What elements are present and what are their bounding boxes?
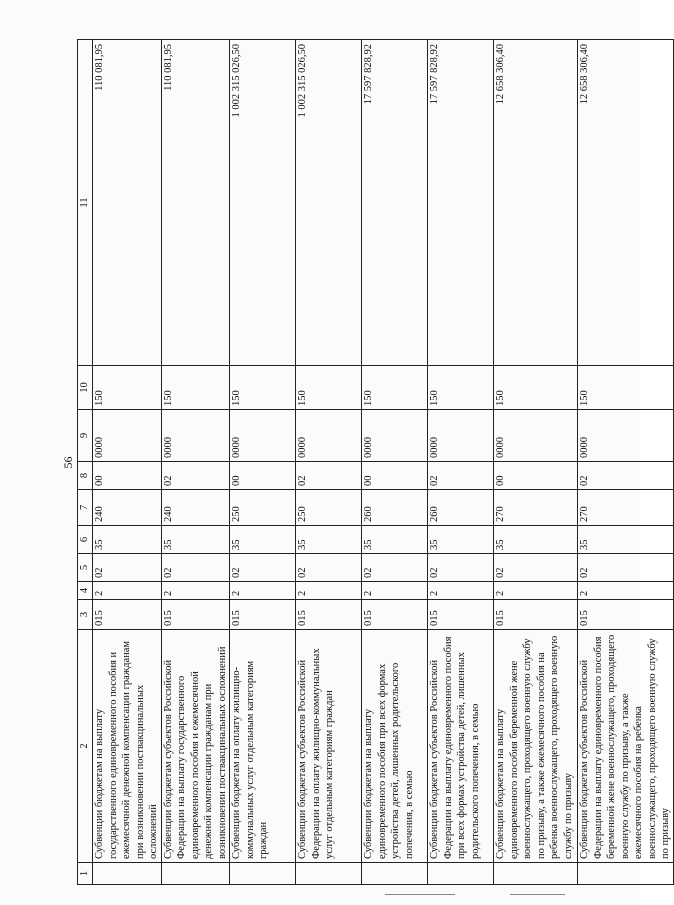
- amount-cell: 17 597 828,92: [362, 40, 428, 366]
- row-number-cell: [230, 863, 296, 885]
- code-cell: 35: [93, 526, 162, 554]
- code-cell: 2: [230, 582, 296, 600]
- code-cell: 270: [578, 490, 674, 526]
- code-cell: 02: [161, 462, 230, 490]
- row-number-cell: [296, 863, 362, 885]
- row-number-cell: [161, 863, 230, 885]
- code-cell: 0000: [296, 410, 362, 462]
- code-cell: 240: [161, 490, 230, 526]
- budget-table: [77, 39, 674, 885]
- description-cell: Субвенции бюджетам на оплату жилищно-коммунальных услуг отдельным категориям граждан: [230, 630, 296, 863]
- column-header: 11: [78, 40, 93, 366]
- code-cell: 02: [296, 462, 362, 490]
- code-cell: 02: [494, 554, 578, 582]
- code-cell: 015: [494, 600, 578, 630]
- code-cell: 0000: [161, 410, 230, 462]
- code-cell: 015: [230, 600, 296, 630]
- code-cell: 02: [296, 554, 362, 582]
- code-cell: 02: [161, 554, 230, 582]
- code-cell: 02: [362, 554, 428, 582]
- row-number-cell: [428, 863, 494, 885]
- table-row: [161, 40, 230, 885]
- code-cell: 00: [362, 462, 428, 490]
- header-row: [78, 40, 93, 885]
- code-cell: 260: [362, 490, 428, 526]
- rotated-content: [60, 40, 671, 885]
- code-cell: 270: [494, 490, 578, 526]
- code-cell: 02: [428, 462, 494, 490]
- code-cell: 2: [428, 582, 494, 600]
- description-cell: Субвенции бюджетам на выплату единовременного пособия беременной жене военнослужащего, проходящего военную службу по призыву, а также ежемесячного пособия на ребенка военнослужащего, проходящего военную службу по призыву: [494, 630, 578, 863]
- row-number-cell: [578, 863, 674, 885]
- table-row: [494, 40, 578, 885]
- code-cell: 02: [428, 554, 494, 582]
- code-cell: 0000: [230, 410, 296, 462]
- code-cell: 2: [161, 582, 230, 600]
- code-cell: 0000: [578, 410, 674, 462]
- table-row: [93, 40, 162, 885]
- code-cell: 015: [428, 600, 494, 630]
- description-cell: Субвенции бюджетам на выплату единовременного пособия при всех формах устройства детей, лишенных родительского попечения, в семью: [362, 630, 428, 863]
- table-row: [296, 40, 362, 885]
- description-cell: Субвенции бюджетам субъектов Российской Федерации на оплату жилищно-коммунальных услуг отдельным категориям граждан: [296, 630, 362, 863]
- code-cell: 150: [230, 366, 296, 410]
- code-cell: 0000: [93, 410, 162, 462]
- code-cell: 150: [362, 366, 428, 410]
- amount-cell: 1 002 315 026,50: [296, 40, 362, 366]
- code-cell: 35: [428, 526, 494, 554]
- code-cell: 015: [362, 600, 428, 630]
- column-header: 7: [78, 490, 93, 526]
- scan-mark-line: [510, 894, 565, 895]
- column-header: 1: [78, 863, 93, 885]
- code-cell: 35: [296, 526, 362, 554]
- column-header: 5: [78, 554, 93, 582]
- amount-cell: 1 002 315 026,50: [230, 40, 296, 366]
- description-cell: Субвенции бюджетам субъектов Российской Федерации на выплату государственного единовременного пособия и ежемесячной денежной компенсации гражданам при возникновении поствакцинальных осложнений: [161, 630, 230, 863]
- code-cell: 35: [161, 526, 230, 554]
- column-header: 4: [78, 582, 93, 600]
- table-row: [362, 40, 428, 885]
- table-row: [428, 40, 494, 885]
- description-cell: Субвенции бюджетам субъектов Российской Федерации на выплату единовременного пособия беременной жене военнослужащего, проходящего военную службу по призыву, а также ежемесячного пособия на ребенка военнослужащего, проходящего военную службу по призыву: [578, 630, 674, 863]
- code-cell: 150: [494, 366, 578, 410]
- code-cell: 35: [494, 526, 578, 554]
- column-header: 8: [78, 462, 93, 490]
- code-cell: 02: [230, 554, 296, 582]
- code-cell: 2: [578, 582, 674, 600]
- column-header: 6: [78, 526, 93, 554]
- code-cell: 150: [296, 366, 362, 410]
- code-cell: 2: [296, 582, 362, 600]
- column-header: 9: [78, 410, 93, 462]
- code-cell: 015: [578, 600, 674, 630]
- code-cell: 0000: [428, 410, 494, 462]
- code-cell: 150: [428, 366, 494, 410]
- code-cell: 250: [230, 490, 296, 526]
- table-row: [578, 40, 674, 885]
- code-cell: 35: [362, 526, 428, 554]
- amount-cell: 12 658 306,40: [578, 40, 674, 366]
- description-cell: Субвенции бюджетам субъектов Российской Федерации на выплату единовременного пособия при всех формах устройства детей, лишенных родительского попечения, в семью: [428, 630, 494, 863]
- code-cell: 0000: [494, 410, 578, 462]
- code-cell: 015: [93, 600, 162, 630]
- code-cell: 250: [296, 490, 362, 526]
- code-cell: 02: [578, 554, 674, 582]
- amount-cell: 110 081,95: [161, 40, 230, 366]
- row-number-cell: [494, 863, 578, 885]
- code-cell: 00: [230, 462, 296, 490]
- code-cell: 150: [578, 366, 674, 410]
- code-cell: 00: [93, 462, 162, 490]
- code-cell: 02: [93, 554, 162, 582]
- column-header: 3: [78, 600, 93, 630]
- column-header: 10: [78, 366, 93, 410]
- amount-cell: 110 081,95: [93, 40, 162, 366]
- code-cell: 240: [93, 490, 162, 526]
- column-header: 2: [78, 630, 93, 863]
- table-row: [230, 40, 296, 885]
- code-cell: 150: [93, 366, 162, 410]
- row-number-cell: [362, 863, 428, 885]
- code-cell: 35: [578, 526, 674, 554]
- amount-cell: 12 658 306,40: [494, 40, 578, 366]
- amount-cell: 17 597 828,92: [428, 40, 494, 366]
- description-cell: Субвенции бюджетам на выплату государственного единовременного пособия и ежемесячной денежной компенсации гражданам при возникновении поствакцинальных осложнений: [93, 630, 162, 863]
- code-cell: 2: [93, 582, 162, 600]
- code-cell: 2: [494, 582, 578, 600]
- code-cell: 02: [578, 462, 674, 490]
- code-cell: 2: [362, 582, 428, 600]
- code-cell: 35: [230, 526, 296, 554]
- code-cell: 260: [428, 490, 494, 526]
- code-cell: 015: [296, 600, 362, 630]
- code-cell: 0000: [362, 410, 428, 462]
- row-number-cell: [93, 863, 162, 885]
- code-cell: 015: [161, 600, 230, 630]
- page-number: 56: [61, 456, 75, 469]
- scan-mark-line: [385, 894, 455, 895]
- code-cell: 00: [494, 462, 578, 490]
- code-cell: 150: [161, 366, 230, 410]
